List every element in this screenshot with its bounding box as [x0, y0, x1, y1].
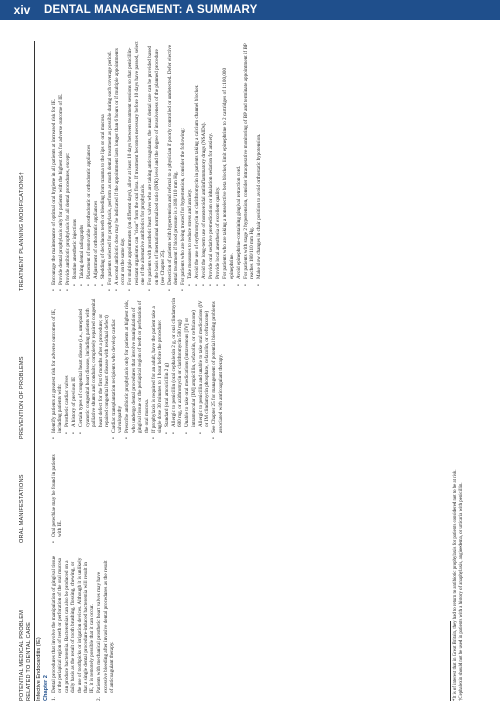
prescribe-text: • Prescribe antibiotic prophylaxis only for patients at highest risk, who undergo dental procedures that involve manipulation of gingival tissue or the periapical region of teeth or perforation of the oral mucosa. — [124, 297, 150, 439]
treatment-item: • Avoid epinephrine-containing gingival retraction cord. — [236, 41, 242, 291]
risk-item: • Certain types of congenital heart disease (i.e., unrepaired cyanotic congenital heart disease, including patients with palliative shunts and conduits; completely repaired congenital heart defect for the first 6 months after a procedure; or repaired congenital heart disease with residual defect) — [78, 297, 110, 439]
treatment-item: • Detection of patients with hypertension and referral to a physician if poorly controlled or undetected. Defer elective dental treatment if blood pressure is ≥180/110 mm Hg. — [167, 41, 180, 291]
running-title: DENTAL MANAGEMENT: A SUMMARY — [44, 4, 258, 16]
footnote-2: †Cephalexin should not be used in patients with a history of anaphylaxis, angioedema, or urticaria with penicillin. — [459, 482, 464, 701]
treatment-item: • Provide local anesthesia of excellent quality. — [215, 41, 221, 291]
section-title: Infective Endocarditis (IE) — [36, 637, 42, 701]
oral-item: • Oral petechiae may be found in patients with IE. — [51, 445, 64, 543]
regimen-item: • Unable to take oral medications (intravenous [IV] or intramuscular [IM] ampicillin, cefazolin, or ceftriaxone) — [184, 297, 197, 439]
col-header-oral: ORAL MANIFESTATIONS — [19, 474, 25, 543]
regimen-item: • Standard (oral amoxicillin 2 g) — [164, 297, 170, 439]
treatment-item: • Provide dental prophylaxis only for patients with the highest risk for adverse outcome of IE. — [58, 41, 64, 291]
problem-item: 1. Dental procedures that involve the manipulation of gingival tissue or the periapical region of teeth or perforation of the oral mucosa can produce bacteremia. Bacteremias can also be produced on a daily basis as the result of tooth brushing, flossing, chewing, or the use of toothpicks or irrigation devices. Although it is unlikely that a single dental procedure-induced bacteremia will result in IE, it is remotely possible that it can occur. — [51, 555, 96, 701]
treatment-item: • For patients with prosthetic heart valves who are taking anticoagulants, the usual dental care can be provided based on the basis of international normalized ratio (INR) level and the degree of invasiveness of the planned procedure (see Chapter 25). — [147, 41, 166, 291]
running-header — [0, 0, 500, 20]
treatment-item: • Encourage the maintenance of optimal oral hygiene in all patients at increased risk for IE. — [51, 41, 57, 291]
oral-column — [51, 445, 64, 543]
footnote-rule — [450, 621, 451, 701]
problems-column — [51, 555, 116, 701]
col-header-prevention: PREVENTION OF PROBLEMS — [19, 356, 25, 439]
prevention-intro: • Identify patients at greatest risk for adverse outcomes of IE, including patients with: — [51, 297, 64, 439]
rotated-table — [18, 41, 478, 701]
treatment-item: • For patients with stage 2 hypertension, consider intraoperative monitoring of BP and terminate appointment if BP reaches 180/110 mm Hg. — [243, 41, 256, 291]
treatment-item: • For patients who are taking a nonselective beta blocker, limit epinephrine to 2 cartridges of 1:100,000 epinephrine. — [222, 41, 235, 291]
footnotes — [453, 41, 465, 701]
col-header-treatment: TREATMENT PLANNING MODIFICATIONS† — [19, 171, 25, 291]
risk-item: • A history of previous IE — [71, 297, 77, 439]
footnote-1: *It is of interest that in Great Britain, they had to return to antibiotic prophylaxis for patients considered not to be at risk. — [453, 469, 458, 701]
risk-item: • Prosthetic cardiac valves — [64, 297, 70, 439]
treatment-item: • A second antibiotic dose may be indicated if the appointment lasts longer than 6 hours or if multiple appointments occur on the same day. — [114, 41, 127, 291]
page-body — [0, 20, 500, 700]
col-header-problem: POTENTIAL MEDICAL PROBLEM RELATED TO DENTAL CARE — [19, 610, 32, 701]
treatment-item: • Avoid the long-term use of nonsteroidal antiinflammatory drugs (NSAIDs). — [201, 41, 207, 291]
page-number: xiv — [13, 3, 31, 17]
chapter-link[interactable]: Chapter 2 — [43, 675, 49, 701]
treatment-item: • For patients who are being treated for hypertension, consider the following: — [180, 41, 186, 291]
table-header-row — [18, 41, 35, 701]
regimen-item: • Allergic to penicillin (oral cephalexin 2 g, or oral clindamycin 600 mg, or azithromycin or clarithromycin 500 mg) — [171, 297, 184, 439]
treatment-item: • For multiple appointments (on different days), allow at least 10 days between treatment sessions so that penicillin-resistant organisms can "clear" from the oral flora. If treatment becomes necessary before 10 days have passed, select one of the alternative antibiotics for prophylaxis. — [127, 41, 146, 291]
treatment-item: • Shedding of deciduous teeth or bleeding from trauma to the lips or oral mucosa — [100, 41, 106, 291]
treatment-item: • Placement of removable prosthodontic or orthodontic appliances — [86, 41, 92, 291]
regimen-intro: • If prophylaxis is required for an adult, have the patient take a single dose 30 minutes to 1 hour before the procedure: — [151, 297, 164, 439]
problem-item: 2. Patients with mechanical prosthetic heart valves may have excessive bleeding after invasive dental procedures as the result of anticoagulant therapy. — [96, 560, 116, 701]
treatment-item: • Take measures to reduce stress and anxiety. — [187, 41, 193, 291]
management-table — [18, 41, 478, 701]
treatment-item: • Routine anesthetic injections — [72, 41, 78, 291]
regimen-item: • Allergic to penicillin and unable to take oral medications (IV or IM clindamycin phosphate, cefazolin, or ceftriaxone) — [198, 297, 211, 439]
treatment-item: • Provide antibiotic prophylaxis for all dental procedures, except: — [65, 41, 71, 291]
see-chapter-note: • See Chapter 25 for management of potential bleeding problems associated with anticoagulant therapy. — [211, 297, 224, 439]
risk-item: • Cardiac transplantation recipients who develop cardiac valvulopathy — [111, 297, 124, 439]
treatment-item: • Taking dental radiographs — [79, 41, 85, 291]
treatment-item: • For patients selected for prophylaxis, perform as much dental treatment as possible during each coverage period. — [107, 41, 113, 291]
treatment-item: • Adjustment of orthodontic appliances — [93, 41, 99, 291]
treatment-item: • Provide oral sedative premedication or inhalation sedation for anxiety. — [208, 41, 214, 291]
prevention-column — [51, 297, 225, 439]
treatment-column — [51, 41, 263, 291]
treatment-item: • Make slow changes in chair position to avoid orthostatic hypotension. — [256, 41, 262, 291]
treatment-item: • Avoid the use of erythromycin or clarithromycin in patients taking a calcium channel blocker. — [194, 41, 200, 291]
